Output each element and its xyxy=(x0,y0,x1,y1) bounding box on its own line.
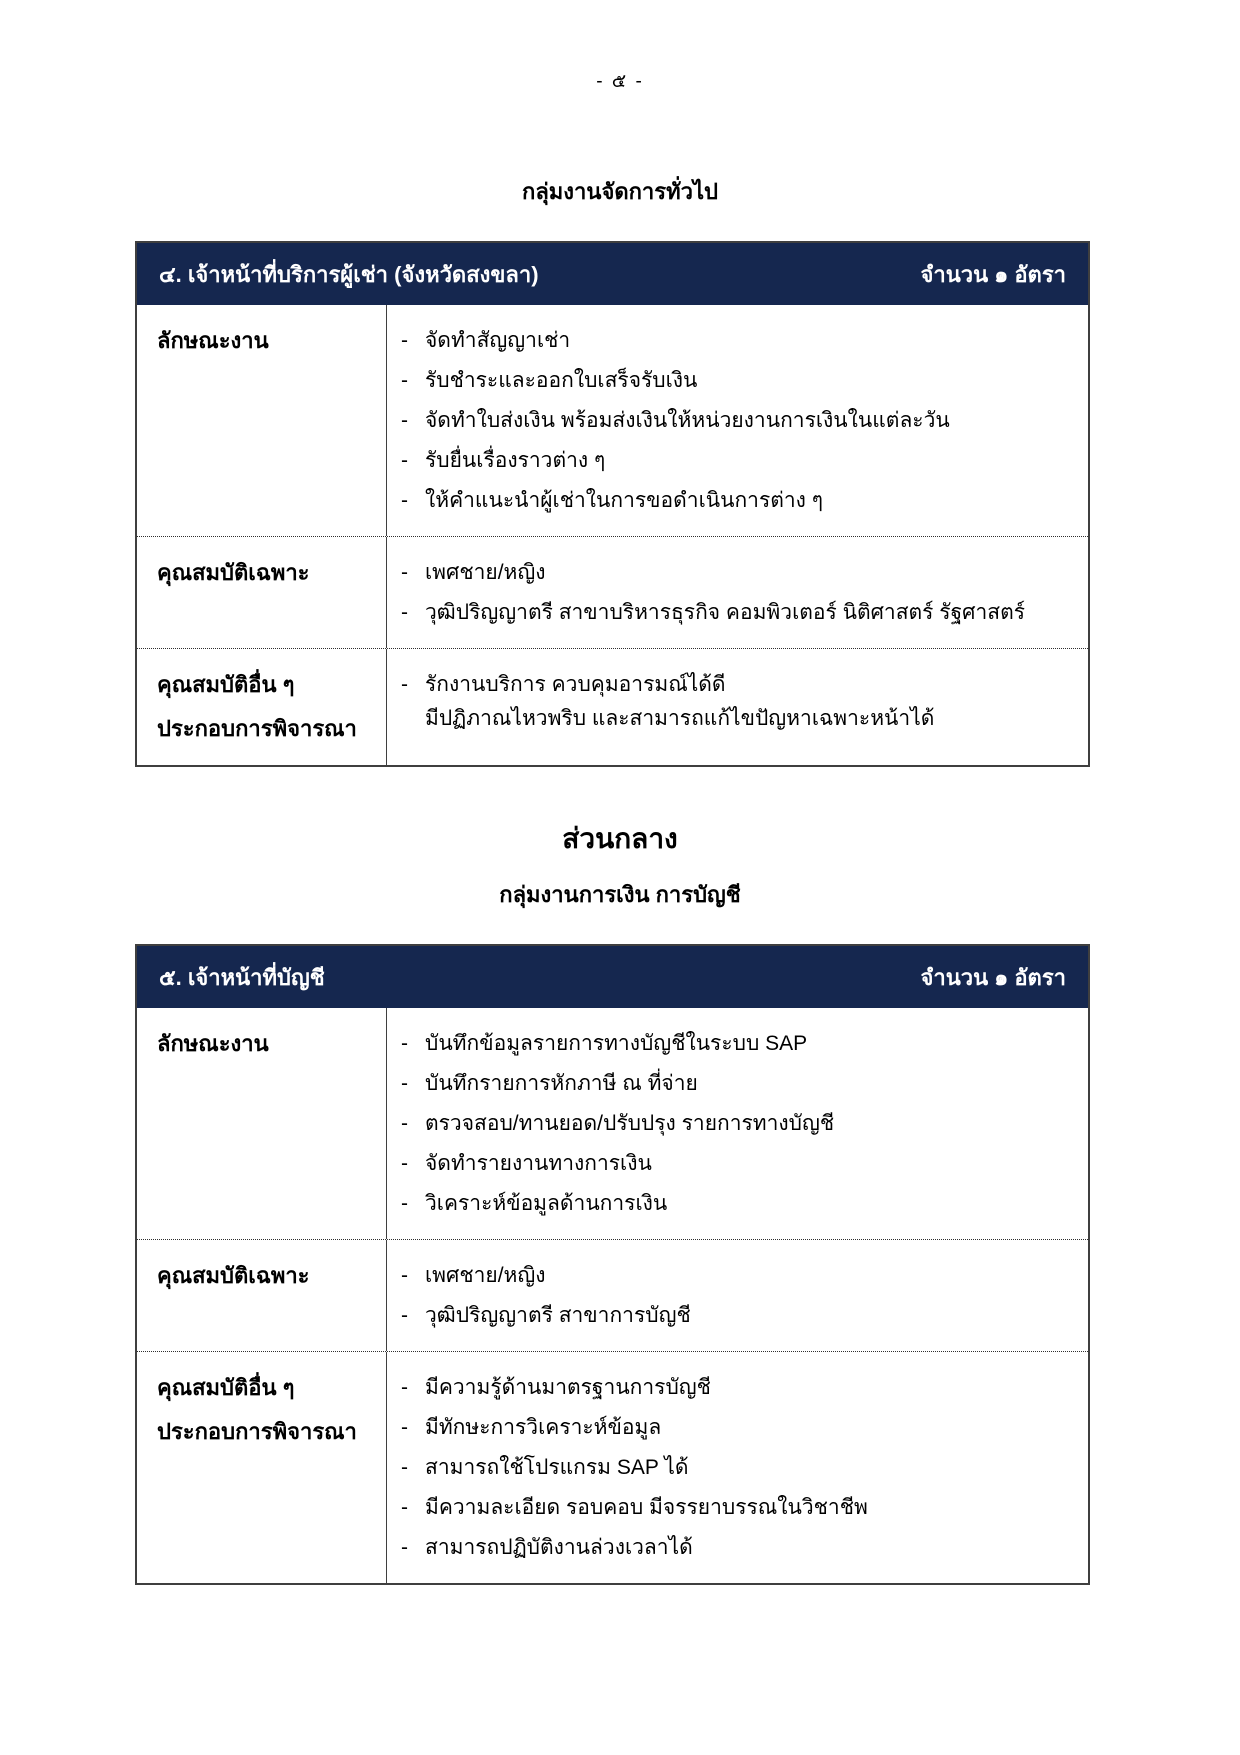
job-table-2 xyxy=(135,944,1090,1585)
bullet-dash: - xyxy=(401,369,408,392)
bullet-text: บันทึกรายการหักภาษี ณ ที่จ่าย xyxy=(425,1072,698,1095)
bullet-dash: - xyxy=(401,1072,408,1095)
row-label-line: ประกอบการพิจารณา xyxy=(157,1419,357,1444)
section1-group-heading: กลุ่มงานจัดการทั่วไป xyxy=(522,179,718,204)
bullet-dash: - xyxy=(401,1376,408,1399)
bullet-text: บันทึกข้อมูลรายการทางบัญชีในระบบ SAP xyxy=(425,1032,808,1055)
bullet-text: สามารถใช้โปรแกรม SAP ได้ xyxy=(425,1456,689,1479)
bullet-dash: - xyxy=(401,1496,408,1519)
bullet-item xyxy=(401,1030,1070,1057)
table-row xyxy=(137,648,1088,765)
bullet-item xyxy=(401,705,1070,732)
bullet-item xyxy=(401,1190,1070,1217)
bullet-item xyxy=(401,1494,1070,1521)
bullet-item xyxy=(401,1374,1070,1401)
bullet-item xyxy=(401,1150,1070,1177)
row-label xyxy=(137,1352,387,1583)
row-label-line: คุณสมบัติเฉพาะ xyxy=(157,1263,310,1288)
job-table-2-header xyxy=(137,946,1088,1008)
table-row xyxy=(137,536,1088,648)
row-content xyxy=(387,1240,1088,1351)
bullet-dash: - xyxy=(401,409,408,432)
job-table-1-rows xyxy=(137,305,1088,765)
bullet-dash: - xyxy=(401,1304,408,1327)
bullet-item xyxy=(401,1262,1070,1289)
table-row xyxy=(137,1008,1088,1239)
bullet-item xyxy=(401,599,1070,626)
row-content xyxy=(387,537,1088,648)
row-content xyxy=(387,649,1088,765)
row-label-line: ประกอบการพิจารณา xyxy=(157,716,357,741)
bullet-item xyxy=(401,1534,1070,1561)
section2-region-heading: ส่วนกลาง xyxy=(562,823,678,854)
bullet-text: วิเคราะห์ข้อมูลด้านการเงิน xyxy=(425,1192,668,1215)
bullet-text: มีความละเอียด รอบคอบ มีจรรยาบรรณในวิชาชีพ xyxy=(425,1496,868,1519)
bullet-item xyxy=(401,671,1070,698)
section2-group-heading: กลุ่มงานการเงิน การบัญชี xyxy=(499,882,741,907)
job-table-2-position-title: ๕. เจ้าหน้าที่บัญชี xyxy=(159,964,325,990)
bullet-dash: - xyxy=(401,1536,408,1559)
bullet-item xyxy=(401,1414,1070,1441)
row-label xyxy=(137,649,387,765)
bullet-text: รับชำระและออกใบเสร็จรับเงิน xyxy=(425,369,698,392)
row-label-line: ลักษณะงาน xyxy=(157,1031,269,1056)
bullet-dash: - xyxy=(401,601,408,624)
bullet-dash: - xyxy=(401,1152,408,1175)
row-label-line: คุณสมบัติเฉพาะ xyxy=(157,560,310,585)
bullet-text: ให้คำแนะนำผู้เช่าในการขอดำเนินการต่าง ๆ xyxy=(425,489,824,512)
bullet-dash: - xyxy=(401,1456,408,1479)
bullet-item xyxy=(401,559,1070,586)
bullet-dash: - xyxy=(401,449,408,472)
bullet-text: วุฒิปริญญาตรี สาขาการบัญชี xyxy=(425,1304,691,1327)
row-content xyxy=(387,305,1088,536)
bullet-text: มีปฏิภาณไหวพริบ และสามารถแก้ไขปัญหาเฉพาะหน้าได้ xyxy=(425,707,935,730)
row-label-line: ลักษณะงาน xyxy=(157,328,269,353)
bullet-dash: - xyxy=(401,1192,408,1215)
job-table-1 xyxy=(135,241,1090,767)
bullet-text: เพศชาย/หญิง xyxy=(425,561,546,584)
bullet-dash: - xyxy=(401,1416,408,1439)
bullet-item xyxy=(401,327,1070,354)
bullet-text: รักงานบริการ ควบคุมอารมณ์ได้ดี xyxy=(425,673,726,696)
job-table-1-position-title: ๔. เจ้าหน้าที่บริการผู้เช่า (จังหวัดสงขลา) xyxy=(159,261,539,287)
bullet-text: จัดทำใบส่งเงิน พร้อมส่งเงินให้หน่วยงานการเงินในแต่ละวัน xyxy=(425,409,950,432)
bullet-dash: - xyxy=(401,1032,408,1055)
job-table-1-quantity: จำนวน ๑ อัตรา xyxy=(920,261,1066,287)
bullet-dash: - xyxy=(401,1264,408,1287)
row-label xyxy=(137,1008,387,1239)
bullet-text: วุฒิปริญญาตรี สาขาบริหารธุรกิจ คอมพิวเตอร์ นิติศาสตร์ รัฐศาสตร์ xyxy=(425,601,1026,624)
table-row xyxy=(137,305,1088,536)
bullet-item xyxy=(401,1454,1070,1481)
bullet-text: มีความรู้ด้านมาตรฐานการบัญชี xyxy=(425,1376,711,1399)
row-label xyxy=(137,1240,387,1351)
bullet-text: รับยื่นเรื่องราวต่าง ๆ xyxy=(425,449,606,472)
page-number: - ๕ - xyxy=(596,71,644,92)
row-label xyxy=(137,305,387,536)
bullet-item xyxy=(401,1302,1070,1329)
bullet-item xyxy=(401,1070,1070,1097)
job-table-2-rows xyxy=(137,1008,1088,1583)
bullet-text: สามารถปฏิบัติงานล่วงเวลาได้ xyxy=(425,1536,693,1559)
bullet-dash: - xyxy=(401,673,408,696)
bullet-text: ตรวจสอบ/ทานยอด/ปรับปรุง รายการทางบัญชี xyxy=(425,1112,835,1135)
bullet-text: เพศชาย/หญิง xyxy=(425,1264,546,1287)
row-content xyxy=(387,1008,1088,1239)
bullet-dash xyxy=(401,705,425,732)
bullet-text: จัดทำสัญญาเช่า xyxy=(425,329,571,352)
job-table-2-quantity: จำนวน ๑ อัตรา xyxy=(920,964,1066,990)
row-label xyxy=(137,537,387,648)
row-label-line: คุณสมบัติอื่น ๆ xyxy=(157,672,295,697)
bullet-text: จัดทำรายงานทางการเงิน xyxy=(425,1152,652,1175)
bullet-item xyxy=(401,447,1070,474)
bullet-dash: - xyxy=(401,329,408,352)
table-row xyxy=(137,1351,1088,1583)
bullet-item xyxy=(401,1110,1070,1137)
bullet-dash: - xyxy=(401,1112,408,1135)
bullet-item xyxy=(401,487,1070,514)
job-table-1-header xyxy=(137,243,1088,305)
bullet-item xyxy=(401,407,1070,434)
table-row xyxy=(137,1239,1088,1351)
row-label-line: คุณสมบัติอื่น ๆ xyxy=(157,1375,295,1400)
bullet-text: มีทักษะการวิเคราะห์ข้อมูล xyxy=(425,1416,662,1439)
bullet-dash: - xyxy=(401,489,408,512)
bullet-dash: - xyxy=(401,561,408,584)
bullet-item xyxy=(401,367,1070,394)
row-content xyxy=(387,1352,1088,1583)
